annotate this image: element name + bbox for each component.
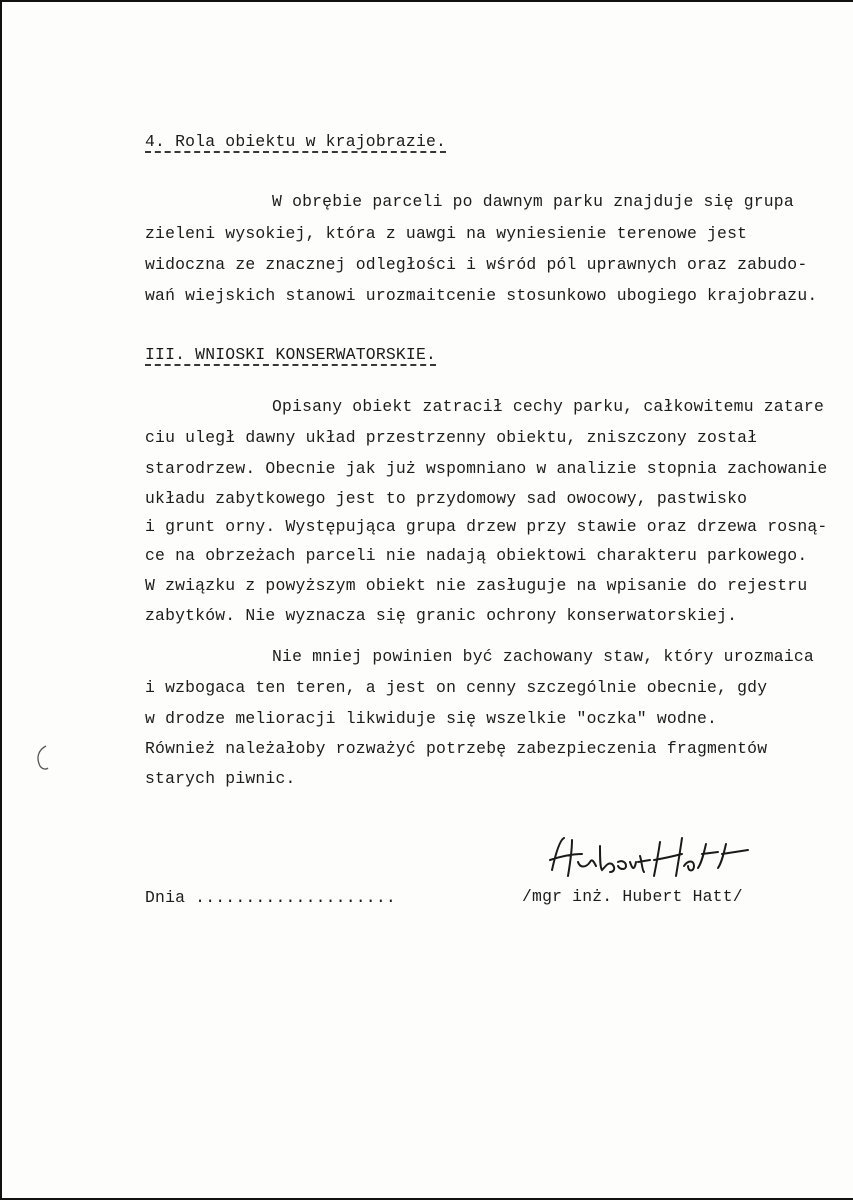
section-4-line: zieleni wysokiej, która z uawgi na wyniesienie terenowe jest [145,224,748,243]
section-4-line: W obrębie parceli po dawnym parku znajduje się grupa [272,192,794,211]
paragraph-line: Również należałoby rozważyć potrzebę zabezpieczenia fragmentów [145,739,768,758]
margin-pencil-mark [32,742,52,772]
date-field: Dnia .................... [145,888,396,907]
paragraph-line: W związku z powyższym obiekt nie zasługuje na wpisanie do rejestru [145,576,808,595]
paragraph-line: starych piwnic. [145,769,296,788]
paragraph-line: starodrzew. Obecnie jak już wspomniano w analizie stopnia zachowanie [145,459,828,478]
paragraph-line: Nie mniej powinien być zachowany staw, który urozmaica [272,647,814,666]
signatory-name: /mgr inż. Hubert Hatt/ [522,887,743,906]
paragraph-line: i wzbogaca ten teren, a jest on cenny szczególnie obecnie, gdy [145,678,768,697]
section-4-heading: 4. Rola obiektu w krajobrazie. [145,132,447,151]
paragraph-line: Opisany obiekt zatracił cechy parku, całkowitemu zatare [272,397,824,416]
section-4-line: wań wiejskich stanowi urozmaitcenie stosunkowo ubogiego krajobrazu. [145,286,818,305]
section-4-line: widoczna ze znacznej odległości i wśród pól uprawnych oraz zabudo- [145,255,808,274]
section-3-heading: III. WNIOSKI KONSERWATORSKIE. [145,345,437,364]
paragraph-line: zabytków. Nie wyznacza się granic ochrony konserwatorskiej. [145,606,738,625]
paragraph-line: ce na obrzeżach parceli nie nadają obiektowi charakteru parkowego. [145,546,808,565]
paragraph-line: w drodze melioracji likwiduje się wszelkie "oczka" wodne. [145,709,718,728]
paragraph-line: ciu uległ dawny układ przestrzenny obiektu, zniszczony został [145,428,758,447]
paragraph-line: układu zabytkowego jest to przydomowy sad owocowy, pastwisko [145,489,748,508]
handwritten-signature [542,832,762,882]
paragraph-line: i grunt orny. Występująca grupa drzew przy stawie oraz drzewa rosną- [145,517,828,536]
